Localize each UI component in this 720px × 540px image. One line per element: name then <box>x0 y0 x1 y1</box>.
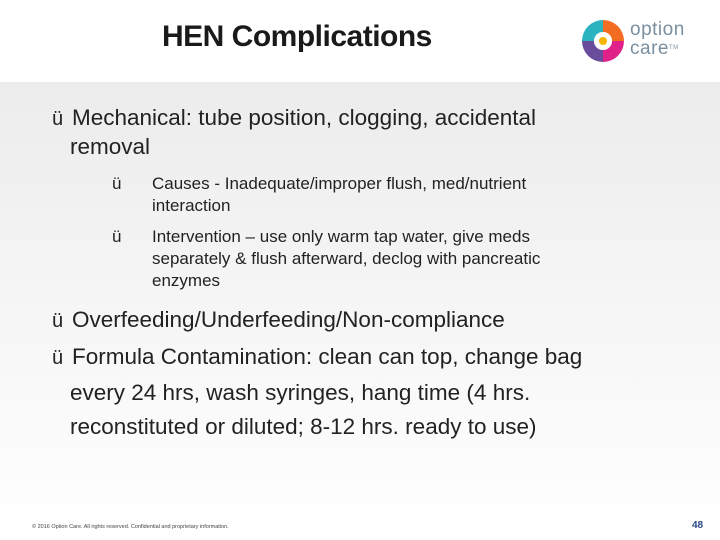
checkmark-icon: ü <box>52 347 64 369</box>
bullet-line: Mechanical: tube position, clogging, accidental <box>72 105 537 130</box>
copyright-footer: © 2016 Option Care. All rights reserved. Confidential and proprietary information. <box>32 524 229 530</box>
bullet-line: separately & flush afterward, declog with pancreatic <box>152 249 541 268</box>
bullet-line: Causes - Inadequate/improper flush, med/nutrient <box>152 174 527 193</box>
sub-bullet-causes <box>112 173 652 217</box>
option-care-logo <box>580 18 700 64</box>
checkmark-icon: ü <box>112 227 122 246</box>
logo-tm: TM <box>668 45 679 51</box>
bullet-line: Intervention – use only warm tap water, give meds <box>152 227 530 246</box>
checkmark-icon: ü <box>52 310 64 332</box>
bullet-line: Formula Contamination: clean can top, change bag <box>72 344 583 369</box>
bullet-line: interaction <box>152 196 231 215</box>
sub-bullet-intervention <box>112 226 652 292</box>
bullet-mechanical <box>52 104 536 160</box>
slide-header <box>0 0 720 82</box>
checkmark-icon: ü <box>112 174 122 193</box>
slide-title: HEN Complications <box>162 20 432 53</box>
bullet-line: every 24 hrs, wash syringes, hang time (4 hrs. <box>70 380 531 405</box>
logo-mark-icon <box>580 18 626 64</box>
checkmark-icon: ü <box>52 108 64 130</box>
bullet-line: enzymes <box>152 271 221 290</box>
bullet-line: Overfeeding/Underfeeding/Non-compliance <box>72 307 505 332</box>
logo-wordmark <box>630 20 685 58</box>
page-number: 48 <box>692 520 704 531</box>
bullet-line: removal <box>70 134 151 159</box>
bullet-feeding <box>52 306 505 335</box>
bullet-line: reconstituted or diluted; 8-12 hrs. ready to use) <box>70 414 537 439</box>
logo-line2: care <box>630 38 669 59</box>
logo-line1: option <box>630 19 685 40</box>
bullet-formula-contamination <box>52 343 582 440</box>
